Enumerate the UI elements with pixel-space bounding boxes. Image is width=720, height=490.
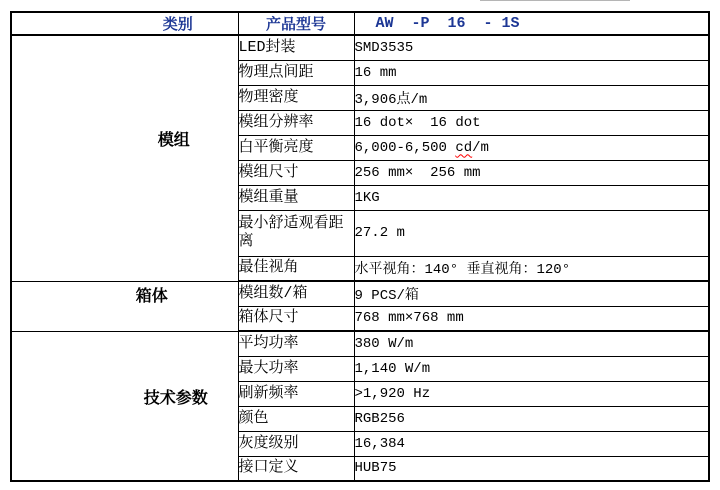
- category-label: 技术参数: [143, 390, 208, 409]
- row-value: >1,920 Hz: [354, 381, 709, 406]
- category-cell-tech-params: [11, 331, 238, 481]
- row-value: 1,140 W/m: [354, 356, 709, 381]
- row-label: 颜色: [238, 406, 354, 431]
- row-label: 物理密度: [238, 85, 354, 110]
- row-label: 模组分辨率: [238, 110, 354, 135]
- row-value: 256 mm× 256 mm: [354, 160, 709, 185]
- category-label: 箱体: [135, 287, 168, 306]
- header-row: [11, 12, 709, 35]
- category-header-cell: [11, 12, 238, 35]
- row-value: SMD3535: [354, 35, 709, 60]
- row-value: 27.2 m: [354, 210, 709, 256]
- category-cell-cabinet: [11, 281, 238, 331]
- model-header-cell: [238, 12, 354, 35]
- row-label: 灰度级别: [238, 431, 354, 456]
- page-edge-line: [480, 0, 630, 1]
- row-value: 768 mm×768 mm: [354, 306, 709, 331]
- model-value-cell: [354, 12, 709, 35]
- row-label: 最佳视角: [238, 256, 354, 281]
- table-row: [11, 331, 709, 356]
- row-value: RGB256: [354, 406, 709, 431]
- row-value: 1KG: [354, 185, 709, 210]
- row-value: [354, 135, 709, 160]
- row-label: 模组重量: [238, 185, 354, 210]
- row-label: LED封装: [238, 35, 354, 60]
- row-value: HUB75: [354, 456, 709, 481]
- row-label: 最小舒适观看距离: [238, 210, 354, 256]
- row-value: 380 W/m: [354, 331, 709, 356]
- model-value: AW -P 16 - 1S: [375, 15, 520, 32]
- category-label: 模组: [157, 131, 190, 150]
- row-label: 物理点间距: [238, 60, 354, 85]
- row-label: 模组数/箱: [238, 281, 354, 306]
- table-row: [11, 281, 709, 306]
- row-label: 刷新频率: [238, 381, 354, 406]
- category-cell-module: [11, 35, 238, 281]
- row-label: 白平衡亮度: [238, 135, 354, 160]
- row-label: 平均功率: [238, 331, 354, 356]
- table-row: [11, 35, 709, 60]
- row-value: 3,906点/m: [354, 85, 709, 110]
- value-prefix: 6,000-6,500: [354, 139, 456, 156]
- spec-table: [10, 11, 710, 482]
- category-header-label: 类别: [162, 17, 193, 34]
- row-value: 9 PCS/箱: [354, 281, 709, 306]
- row-label: 箱体尺寸: [238, 306, 354, 331]
- row-label: 最大功率: [238, 356, 354, 381]
- row-label: 模组尺寸: [238, 160, 354, 185]
- row-label: 接口定义: [238, 456, 354, 481]
- row-value: 16 dot× 16 dot: [354, 110, 709, 135]
- spellcheck-underlined-text: cd: [455, 139, 473, 156]
- row-value: 16 mm: [354, 60, 709, 85]
- model-header-label: 产品型号: [265, 17, 326, 34]
- row-value: 16,384: [354, 431, 709, 456]
- row-value: 水平视角：140° 垂直视角：120°: [354, 256, 709, 281]
- value-suffix: /m: [472, 139, 489, 156]
